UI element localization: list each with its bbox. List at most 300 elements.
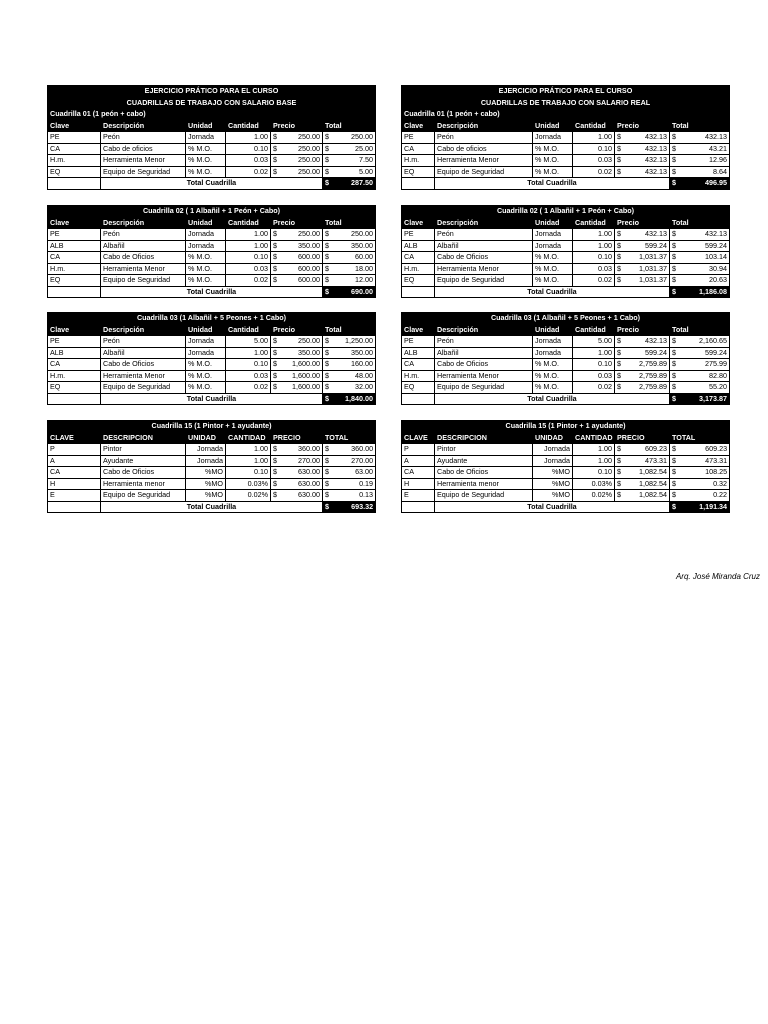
cell-cantidad: 1.00	[573, 444, 615, 456]
header-clave: Clave	[402, 324, 435, 336]
currency-symbol: $	[325, 501, 329, 511]
precio-value: 250.00	[298, 166, 320, 176]
cell-precio	[271, 347, 323, 359]
currency-symbol: $	[617, 382, 621, 391]
total-value: 609.23	[705, 444, 728, 453]
currency-symbol: $	[273, 263, 277, 273]
cell-descripcion: Herramienta menor	[101, 478, 186, 490]
table-row	[402, 155, 730, 167]
precio-value: 432.13	[645, 336, 667, 345]
right-cuadrilla-03-table	[401, 312, 730, 405]
cell-unidad: Jornada	[186, 336, 226, 348]
total-row	[402, 286, 730, 298]
table-row	[402, 275, 730, 287]
right-cuadrilla-03	[401, 312, 729, 405]
header-cantidad: CANTIDAD	[226, 432, 271, 444]
cell-clave: EQ	[48, 166, 101, 178]
currency-symbol: $	[273, 478, 277, 488]
precio-value: 250.00	[298, 155, 320, 164]
header-descripcion: Descripción	[435, 217, 533, 229]
total-value: 275.99	[705, 359, 727, 368]
cell-unidad: % M.O.	[186, 359, 226, 371]
cell-precio	[615, 370, 670, 382]
cell-precio	[271, 336, 323, 348]
cell-unidad: % M.O.	[533, 166, 573, 178]
cell-unidad: % M.O.	[533, 370, 573, 382]
total-value: 250.00	[351, 132, 373, 141]
table-row	[48, 240, 376, 252]
precio-value: 250.00	[298, 132, 320, 141]
cell-total	[323, 263, 376, 275]
table-row	[402, 336, 730, 348]
table-row	[48, 490, 376, 502]
cell-descripcion: Albañil	[435, 347, 533, 359]
cell-precio	[271, 132, 323, 144]
precio-value: 432.13	[645, 229, 667, 238]
cell-unidad: %MO	[533, 490, 573, 502]
table-row	[402, 132, 730, 144]
table-row	[48, 347, 376, 359]
currency-symbol: $	[273, 240, 277, 250]
cell-cantidad: 1.00	[226, 132, 271, 144]
currency-symbol: $	[273, 359, 277, 368]
cuadrilla-name: Cuadrilla 01 (1 peón + cabo)	[402, 109, 730, 121]
header-clave: Clave	[48, 120, 101, 132]
cell-unidad: Jornada	[186, 229, 226, 241]
precio-value: 1,082.54	[639, 478, 667, 488]
total-cuadrilla	[323, 393, 376, 405]
cell-precio	[615, 347, 670, 359]
cell-unidad: Jornada	[533, 455, 573, 467]
cell-clave: CA	[402, 143, 435, 155]
currency-symbol: $	[672, 263, 676, 273]
table-row	[48, 455, 376, 467]
left-cuadrilla-01-table	[47, 85, 376, 190]
cell-unidad: Jornada	[533, 229, 573, 241]
precio-value: 630.00	[298, 490, 320, 499]
total-value: 32.00	[355, 382, 373, 391]
cell-descripcion: Herramienta Menor	[435, 370, 533, 382]
cell-clave: H.m.	[402, 155, 435, 167]
cell-unidad: Jornada	[186, 347, 226, 359]
cell-descripcion: Peón	[101, 229, 186, 241]
cell-precio	[615, 275, 670, 287]
header-cantidad: CANTIDAD	[573, 432, 615, 444]
cell-cantidad: 0.03%	[573, 478, 615, 490]
right-cuadrilla-02	[401, 205, 729, 298]
cell-precio	[271, 252, 323, 264]
cell-clave: CA	[402, 359, 435, 371]
currency-symbol: $	[325, 286, 329, 296]
cell-total	[323, 275, 376, 287]
cell-unidad: Jornada	[186, 132, 226, 144]
currency-symbol: $	[672, 275, 676, 284]
total-value: 0.19	[359, 478, 374, 488]
total-value: 599.24	[705, 240, 728, 250]
currency-symbol: $	[273, 132, 277, 141]
cell-precio	[271, 455, 323, 467]
cell-precio	[615, 382, 670, 394]
currency-symbol: $	[617, 132, 621, 141]
total-cuadrilla	[323, 178, 376, 190]
precio-value: 250.00	[298, 229, 320, 238]
precio-value: 1,031.37	[639, 263, 667, 273]
currency-symbol: $	[325, 444, 329, 453]
header-cantidad: Cantidad	[573, 217, 615, 229]
total-label: Total Cuadrilla	[435, 286, 670, 298]
currency-symbol: $	[617, 370, 621, 380]
cell-cantidad: 0.03%	[226, 478, 271, 490]
cuadrilla-name: Cuadrilla 15 (1 Pintor + 1 ayudante)	[402, 421, 730, 433]
header-precio: Precio	[271, 120, 323, 132]
header-descripcion: Descripción	[101, 217, 186, 229]
currency-symbol: $	[325, 382, 329, 391]
total-value: 12.00	[355, 275, 374, 284]
header-precio: Precio	[615, 217, 670, 229]
precio-value: 360.00	[298, 444, 320, 453]
total-cuadrilla-value: 690.00	[351, 286, 374, 296]
cell-precio	[271, 478, 323, 490]
cell-cantidad: 1.00	[226, 229, 271, 241]
cell-cantidad: 0.10	[226, 252, 271, 264]
currency-symbol: $	[617, 240, 621, 250]
precio-value: 350.00	[298, 240, 320, 250]
header-descripcion: Descripción	[101, 324, 186, 336]
cell-descripcion: Cabo de Oficios	[435, 467, 533, 479]
cell-total	[670, 382, 730, 394]
total-cuadrilla-value: 693.32	[351, 501, 374, 511]
currency-symbol: $	[617, 229, 621, 238]
currency-symbol: $	[672, 382, 676, 391]
currency-symbol: $	[273, 229, 277, 238]
cell-descripcion: Albañil	[101, 347, 186, 359]
cuadrilla-name: Cuadrilla 15 (1 Pintor + 1 ayudante)	[48, 421, 376, 433]
cell-clave: EQ	[402, 275, 435, 287]
cell-clave: E	[402, 490, 435, 502]
header-unidad: Unidad	[533, 217, 573, 229]
currency-symbol: $	[273, 490, 277, 499]
left-cuadrilla-03-table	[47, 312, 376, 405]
cell-precio	[615, 336, 670, 348]
cell-unidad: % M.O.	[186, 382, 226, 394]
cell-clave: CA	[48, 252, 101, 264]
header-cantidad: Cantidad	[226, 217, 271, 229]
currency-symbol: $	[273, 455, 277, 465]
cell-descripcion: Peón	[435, 229, 533, 241]
cell-descripcion: Equipo de Seguridad	[435, 490, 533, 502]
header-cantidad: Cantidad	[573, 324, 615, 336]
currency-symbol: $	[325, 240, 329, 250]
cell-unidad: %MO	[186, 478, 226, 490]
currency-symbol: $	[672, 370, 676, 380]
currency-symbol: $	[672, 155, 676, 164]
cuadrilla-name: Cuadrilla 03 (1 Albañil + 5 Peones + 1 Cabo)	[402, 313, 730, 325]
cell-unidad: %MO	[186, 490, 226, 502]
total-value: 0.13	[359, 490, 374, 499]
currency-symbol: $	[273, 275, 277, 284]
cell-cantidad: 0.10	[573, 359, 615, 371]
currency-symbol: $	[672, 467, 676, 476]
cell-precio	[615, 252, 670, 264]
total-value: 350.00	[351, 347, 373, 357]
table-row	[402, 166, 730, 178]
currency-symbol: $	[273, 467, 277, 476]
header-clave: Clave	[402, 217, 435, 229]
precio-value: 1,031.37	[639, 252, 667, 261]
currency-symbol: $	[273, 166, 277, 176]
cell-unidad: % M.O.	[533, 252, 573, 264]
precio-value: 630.00	[298, 478, 320, 488]
cell-cantidad: 1.00	[226, 455, 271, 467]
precio-value: 350.00	[298, 347, 320, 357]
cell-cantidad: 5.00	[573, 336, 615, 348]
cell-precio	[615, 444, 670, 456]
currency-symbol: $	[617, 444, 621, 453]
table-row	[48, 275, 376, 287]
currency-symbol: $	[672, 347, 676, 357]
left-title-2: CUADRILLAS DE TRABAJO CON SALARIO BASE	[48, 97, 376, 109]
cell-unidad: % M.O.	[186, 275, 226, 287]
cell-unidad: % M.O.	[186, 263, 226, 275]
cell-cantidad: 0.02%	[573, 490, 615, 502]
cell-precio	[271, 240, 323, 252]
currency-symbol: $	[325, 132, 329, 141]
total-row	[48, 393, 376, 405]
cell-unidad: %MO	[533, 467, 573, 479]
cell-total	[670, 467, 730, 479]
currency-symbol: $	[325, 393, 329, 403]
header-total: Total	[670, 120, 730, 132]
cell-unidad: % M.O.	[533, 275, 573, 287]
total-label: Total Cuadrilla	[101, 178, 323, 190]
cell-precio	[271, 370, 323, 382]
cell-precio	[615, 240, 670, 252]
cell-cantidad: 1.00	[226, 240, 271, 252]
total-value: 0.32	[713, 478, 728, 488]
total-row	[48, 286, 376, 298]
cell-cantidad: 1.00	[226, 444, 271, 456]
cell-descripcion: Herramienta Menor	[435, 263, 533, 275]
currency-symbol: $	[617, 347, 621, 357]
left-cuadrilla-02-table	[47, 205, 376, 298]
cell-precio	[271, 155, 323, 167]
cell-unidad: Jornada	[186, 455, 226, 467]
cell-total	[670, 252, 730, 264]
currency-symbol: $	[273, 382, 277, 391]
total-value: 2,160.65	[699, 336, 727, 345]
cell-descripcion: Equipo de Seguridad	[435, 275, 533, 287]
cell-total	[670, 263, 730, 275]
cell-cantidad: 0.03	[226, 370, 271, 382]
currency-symbol: $	[672, 490, 676, 499]
cell-descripcion: Ayudante	[435, 455, 533, 467]
total-cuadrilla	[670, 501, 730, 513]
cell-cantidad: 1.00	[573, 455, 615, 467]
currency-symbol: $	[325, 478, 329, 488]
precio-value: 600.00	[298, 275, 320, 284]
cell-clave: H.m.	[48, 155, 101, 167]
precio-value: 432.13	[645, 132, 667, 141]
precio-value: 600.00	[298, 263, 320, 273]
currency-symbol: $	[617, 467, 621, 476]
cell-descripcion: Albañil	[101, 240, 186, 252]
currency-symbol: $	[325, 155, 329, 164]
currency-symbol: $	[672, 455, 676, 465]
currency-symbol: $	[273, 444, 277, 453]
table-row	[402, 478, 730, 490]
total-label: Total Cuadrilla	[435, 178, 670, 190]
cell-clave: ALB	[402, 240, 435, 252]
currency-symbol: $	[325, 229, 329, 238]
cell-cantidad: 5.00	[226, 336, 271, 348]
right-cuadrilla-15-table	[401, 420, 730, 513]
currency-symbol: $	[273, 155, 277, 164]
currency-symbol: $	[325, 336, 329, 345]
cell-precio	[271, 359, 323, 371]
table-row	[48, 359, 376, 371]
cell-descripcion: Cabo de oficios	[435, 143, 533, 155]
total-value: 360.00	[351, 444, 374, 453]
cell-cantidad: 0.03	[573, 263, 615, 275]
cell-total	[323, 359, 376, 371]
currency-symbol: $	[325, 467, 329, 476]
table-row	[48, 444, 376, 456]
cell-total	[323, 347, 376, 359]
currency-symbol: $	[617, 143, 621, 153]
cell-unidad: Jornada	[533, 336, 573, 348]
cell-clave: CA	[48, 467, 101, 479]
table-row	[48, 467, 376, 479]
currency-symbol: $	[617, 166, 621, 176]
cell-cantidad: 0.02	[226, 166, 271, 178]
currency-symbol: $	[325, 347, 329, 357]
cell-unidad: Jornada	[533, 347, 573, 359]
total-cuadrilla	[323, 286, 376, 298]
total-value: 5.00	[359, 166, 373, 176]
cell-descripcion: Equipo de Seguridad	[435, 166, 533, 178]
cell-precio	[271, 229, 323, 241]
cell-descripcion: Cabo de Oficios	[435, 359, 533, 371]
precio-value: 432.13	[645, 155, 667, 164]
currency-symbol: $	[325, 370, 329, 380]
precio-value: 599.24	[645, 240, 667, 250]
cell-total	[323, 490, 376, 502]
cell-cantidad: 0.02	[226, 382, 271, 394]
cell-clave: H	[48, 478, 101, 490]
table-row	[402, 467, 730, 479]
cell-clave: ALB	[402, 347, 435, 359]
total-cuadrilla-value: 1,840.00	[345, 393, 373, 403]
total-value: 43.21	[709, 143, 727, 153]
total-value: 48.00	[355, 370, 373, 380]
table-row	[402, 347, 730, 359]
cell-cantidad: 0.10	[226, 359, 271, 371]
cell-descripcion: Equipo de Seguridad	[101, 382, 186, 394]
table-row	[48, 382, 376, 394]
total-value: 108.25	[705, 467, 728, 476]
cell-clave: P	[402, 444, 435, 456]
cuadrilla-name: Cuadrilla 02 ( 1 Albañil + 1 Peón + Cabo)	[402, 206, 730, 218]
cell-unidad: % M.O.	[533, 359, 573, 371]
total-value: 473.31	[705, 455, 728, 465]
cell-cantidad: 1.00	[226, 347, 271, 359]
currency-symbol: $	[672, 359, 676, 368]
cell-precio	[615, 155, 670, 167]
cell-total	[323, 252, 376, 264]
cell-total	[323, 478, 376, 490]
currency-symbol: $	[273, 143, 277, 153]
left-cuadrilla-15	[47, 420, 375, 513]
cell-clave: EQ	[402, 166, 435, 178]
header-precio: Precio	[615, 324, 670, 336]
cell-descripcion: Pintor	[101, 444, 186, 456]
right-title-1: EJERCICIO PRÁTICO PARA EL CURSO	[402, 86, 730, 98]
cell-descripcion: Cabo de Oficios	[435, 252, 533, 264]
total-cuadrilla-value: 1,186.08	[699, 286, 728, 296]
cell-descripcion: Pintor	[435, 444, 533, 456]
header-descripcion: DESCRIPCION	[101, 432, 186, 444]
author-signature: Arq. José Miranda Cruz	[675, 572, 760, 581]
precio-value: 600.00	[298, 252, 320, 261]
total-cuadrilla-value: 1,191.34	[699, 501, 728, 511]
cuadrilla-name: Cuadrilla 01 (1 peón + cabo)	[48, 109, 376, 121]
cell-precio	[271, 263, 323, 275]
header-precio: PRECIO	[615, 432, 670, 444]
cell-cantidad: 0.03	[573, 370, 615, 382]
header-total: Total	[323, 324, 376, 336]
cell-clave: PE	[402, 132, 435, 144]
total-cuadrilla	[670, 393, 730, 405]
total-cuadrilla	[670, 178, 730, 190]
header-unidad: Unidad	[186, 324, 226, 336]
total-row	[48, 178, 376, 190]
cell-descripcion: Albañil	[435, 240, 533, 252]
currency-symbol: $	[672, 166, 676, 176]
total-value: 12.96	[709, 155, 727, 164]
currency-symbol: $	[672, 229, 676, 238]
header-descripcion: DESCRIPCION	[435, 432, 533, 444]
table-row	[402, 229, 730, 241]
total-label: Total Cuadrilla	[435, 393, 670, 405]
cell-descripcion: Herramienta menor	[435, 478, 533, 490]
cell-cantidad: 1.00	[573, 132, 615, 144]
total-label: Total Cuadrilla	[101, 393, 323, 405]
table-row	[402, 240, 730, 252]
currency-symbol: $	[672, 178, 676, 187]
total-value: 1,250.00	[345, 336, 373, 345]
cell-unidad: Jornada	[533, 444, 573, 456]
cell-total	[670, 155, 730, 167]
cell-descripcion: Cabo de Oficios	[101, 359, 186, 371]
cell-cantidad: 0.10	[226, 467, 271, 479]
precio-value: 1,031.37	[639, 275, 667, 284]
cell-total	[670, 132, 730, 144]
precio-value: 630.00	[298, 467, 320, 476]
cell-clave: ALB	[48, 240, 101, 252]
cell-descripcion: Ayudante	[101, 455, 186, 467]
currency-symbol: $	[672, 252, 676, 261]
header-precio: PRECIO	[271, 432, 323, 444]
cell-descripcion: Peón	[101, 336, 186, 348]
cell-descripcion: Peón	[435, 336, 533, 348]
cell-descripcion: Herramienta Menor	[101, 263, 186, 275]
table-row	[402, 252, 730, 264]
cell-unidad: Jornada	[186, 444, 226, 456]
total-row	[402, 178, 730, 190]
cuadrilla-name: Cuadrilla 02 ( 1 Albañil + 1 Peón + Cabo)	[48, 206, 376, 218]
total-value: 30.94	[709, 263, 728, 273]
currency-symbol: $	[617, 263, 621, 273]
